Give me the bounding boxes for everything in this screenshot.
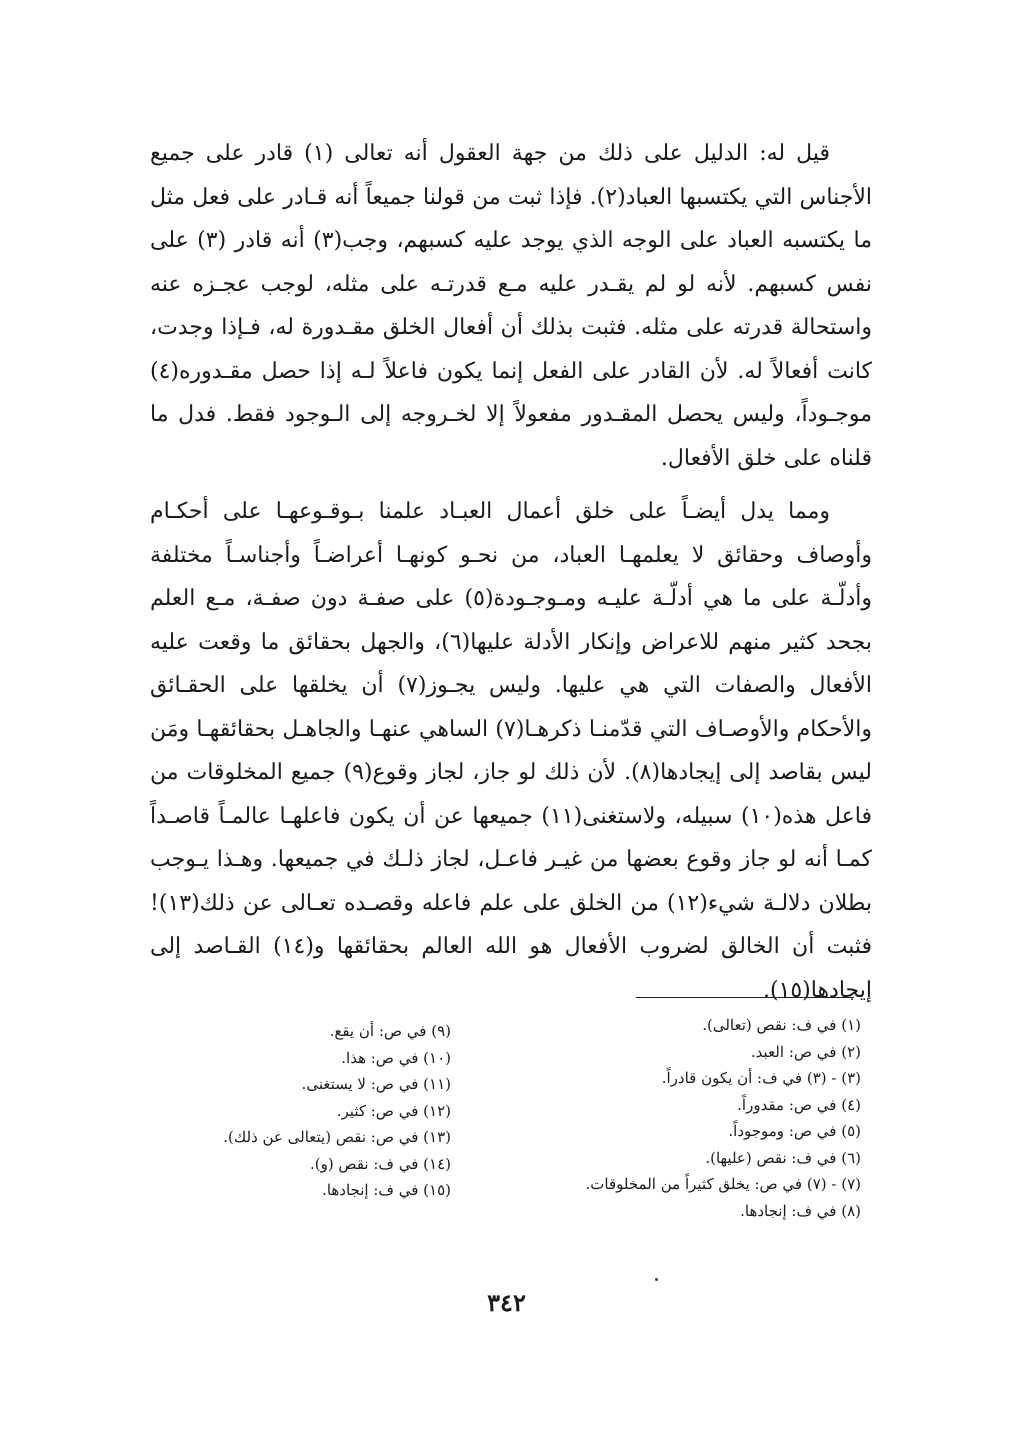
footnote-11: (١١) في ص: لا يستغنى. <box>301 1075 451 1093</box>
print-speck <box>655 1278 658 1281</box>
footnote-9: (٩) في ص: أن يقع. <box>329 1022 451 1040</box>
footnote-5: (٥) في ص: وموجوداً. <box>728 1122 861 1140</box>
footnote-4: (٤) في ص: مقدوراً. <box>737 1095 861 1114</box>
footnote-1: (١) في ف: نقص (تعالى). <box>702 1016 861 1034</box>
footnote-10: (١٠) في ص: هذا. <box>341 1048 451 1067</box>
footnote-6: (٦) في ف: نقص (عليها). <box>705 1148 861 1167</box>
footnote-15: (١٥) في ف: إنجادها. <box>322 1181 451 1199</box>
footnotes-right-column <box>501 1012 861 1224</box>
paragraph-2 <box>150 490 872 1012</box>
footnote-13: (١٣) في ص: نقص (يتعالى عن ذلك). <box>223 1128 451 1146</box>
paragraph-1 <box>150 132 872 480</box>
footnote-divider <box>636 997 854 998</box>
footnote-3: (٣) - (٣) في ف: أن يكون قادراً. <box>661 1069 861 1087</box>
footnote-12: (١٢) في ص: كثير. <box>336 1101 451 1120</box>
paragraph-1-text: قيل له: الدليل على ذلك من جهة العقول أنه تعالى (١) قادر على جميع الأجناس التي يكتسبها العباد(٢). فإذا ثبت من قولنا جميعاً أنه قـادر على فعل مثل ما يكتسبه العباد على الوجه الذي يوجد عليه كسبهم، وجب(٣) أنه قادر (٣) على نفس كسبهم. لأنه لو لم يقـدر عليه مـع قدرتـه على مثله، لوجب عجـزه عنه واستحالة قدرته على مثله. فثبت بذلك أن أفعال الخلق مقـدورة له، فـإذا وجدت، كانت أفعالاً له. لأن القادر على الفعل إنما يكون فاعلاً لـه إذا حصل مقـدوره(٤) موجـوداً، وليس يحصل المقـدور مفعولاً إلا لخـروجه إلى الـوجود فقط. فدل ما قلناه على خلق الأفعال. <box>150 141 872 471</box>
paragraph-2-text: ومما يدل أيضـاً على خلق أعمال العبـاد علمنا بـوقـوعهـا على أحكـام وأوصاف وحقائق لا يعلمهـا العباد، من نحـو كونهـا أعراضـاً وأجناسـاً مختلفة وأدلّـة على ما هي أدلّـة عليـه ومـوجـودة(٥) على صفـة دون صفـة، مـع العلم بجحد كثير منهم للاعراض وإنكار الأدلة عليها(٦)، والجهل بحقائق ما وقعت عليه الأفعال والصفات التي هي عليها. وليس يجـوز(٧) أن يخلقها على الحقـائق والأحكام والأوصـاف التي قدّمنـا ذكرهـا(٧) الساهي عنهـا والجاهـل بحقائقهـا ومَن ليس بقاصد إلى إيجادها(٨). لأن ذلك لو جاز، لجاز وقوع(٩) جميع المخلوقات من فاعل هذه(١٠) سبيله، ولاستغنى(١١) جميعها عن أن يكون فاعلهـا عالمـاً قاصـداً كمـا أنه لو جاز وقوع بعضها من غيـر فاعـل، لجاز ذلـك في جميعها. وهـذا يـوجب بطلان دلالـة شيء(١٢) من الخلق على علم فاعله وقصـده تعـالى عن ذلك(١٣)! فثبت أن الخالق لضروب الأفعال هو الله العالم بحقائقها و(١٤) القـاصد إلى إيجادها(١٥). <box>150 499 873 1003</box>
footnotes-left-column <box>131 1018 451 1204</box>
footnote-2: (٢) في ص: العبد. <box>750 1042 861 1061</box>
footnote-8: (٨) في ف: إنجادها. <box>740 1201 861 1220</box>
footnote-14: (١٤) في ف: نقص (و). <box>309 1154 451 1173</box>
footnote-7: (٧) - (٧) في ص: يخلق كثيراً من المخلوقات. <box>585 1175 861 1193</box>
page-number: ٣٤٢ <box>487 1288 526 1317</box>
